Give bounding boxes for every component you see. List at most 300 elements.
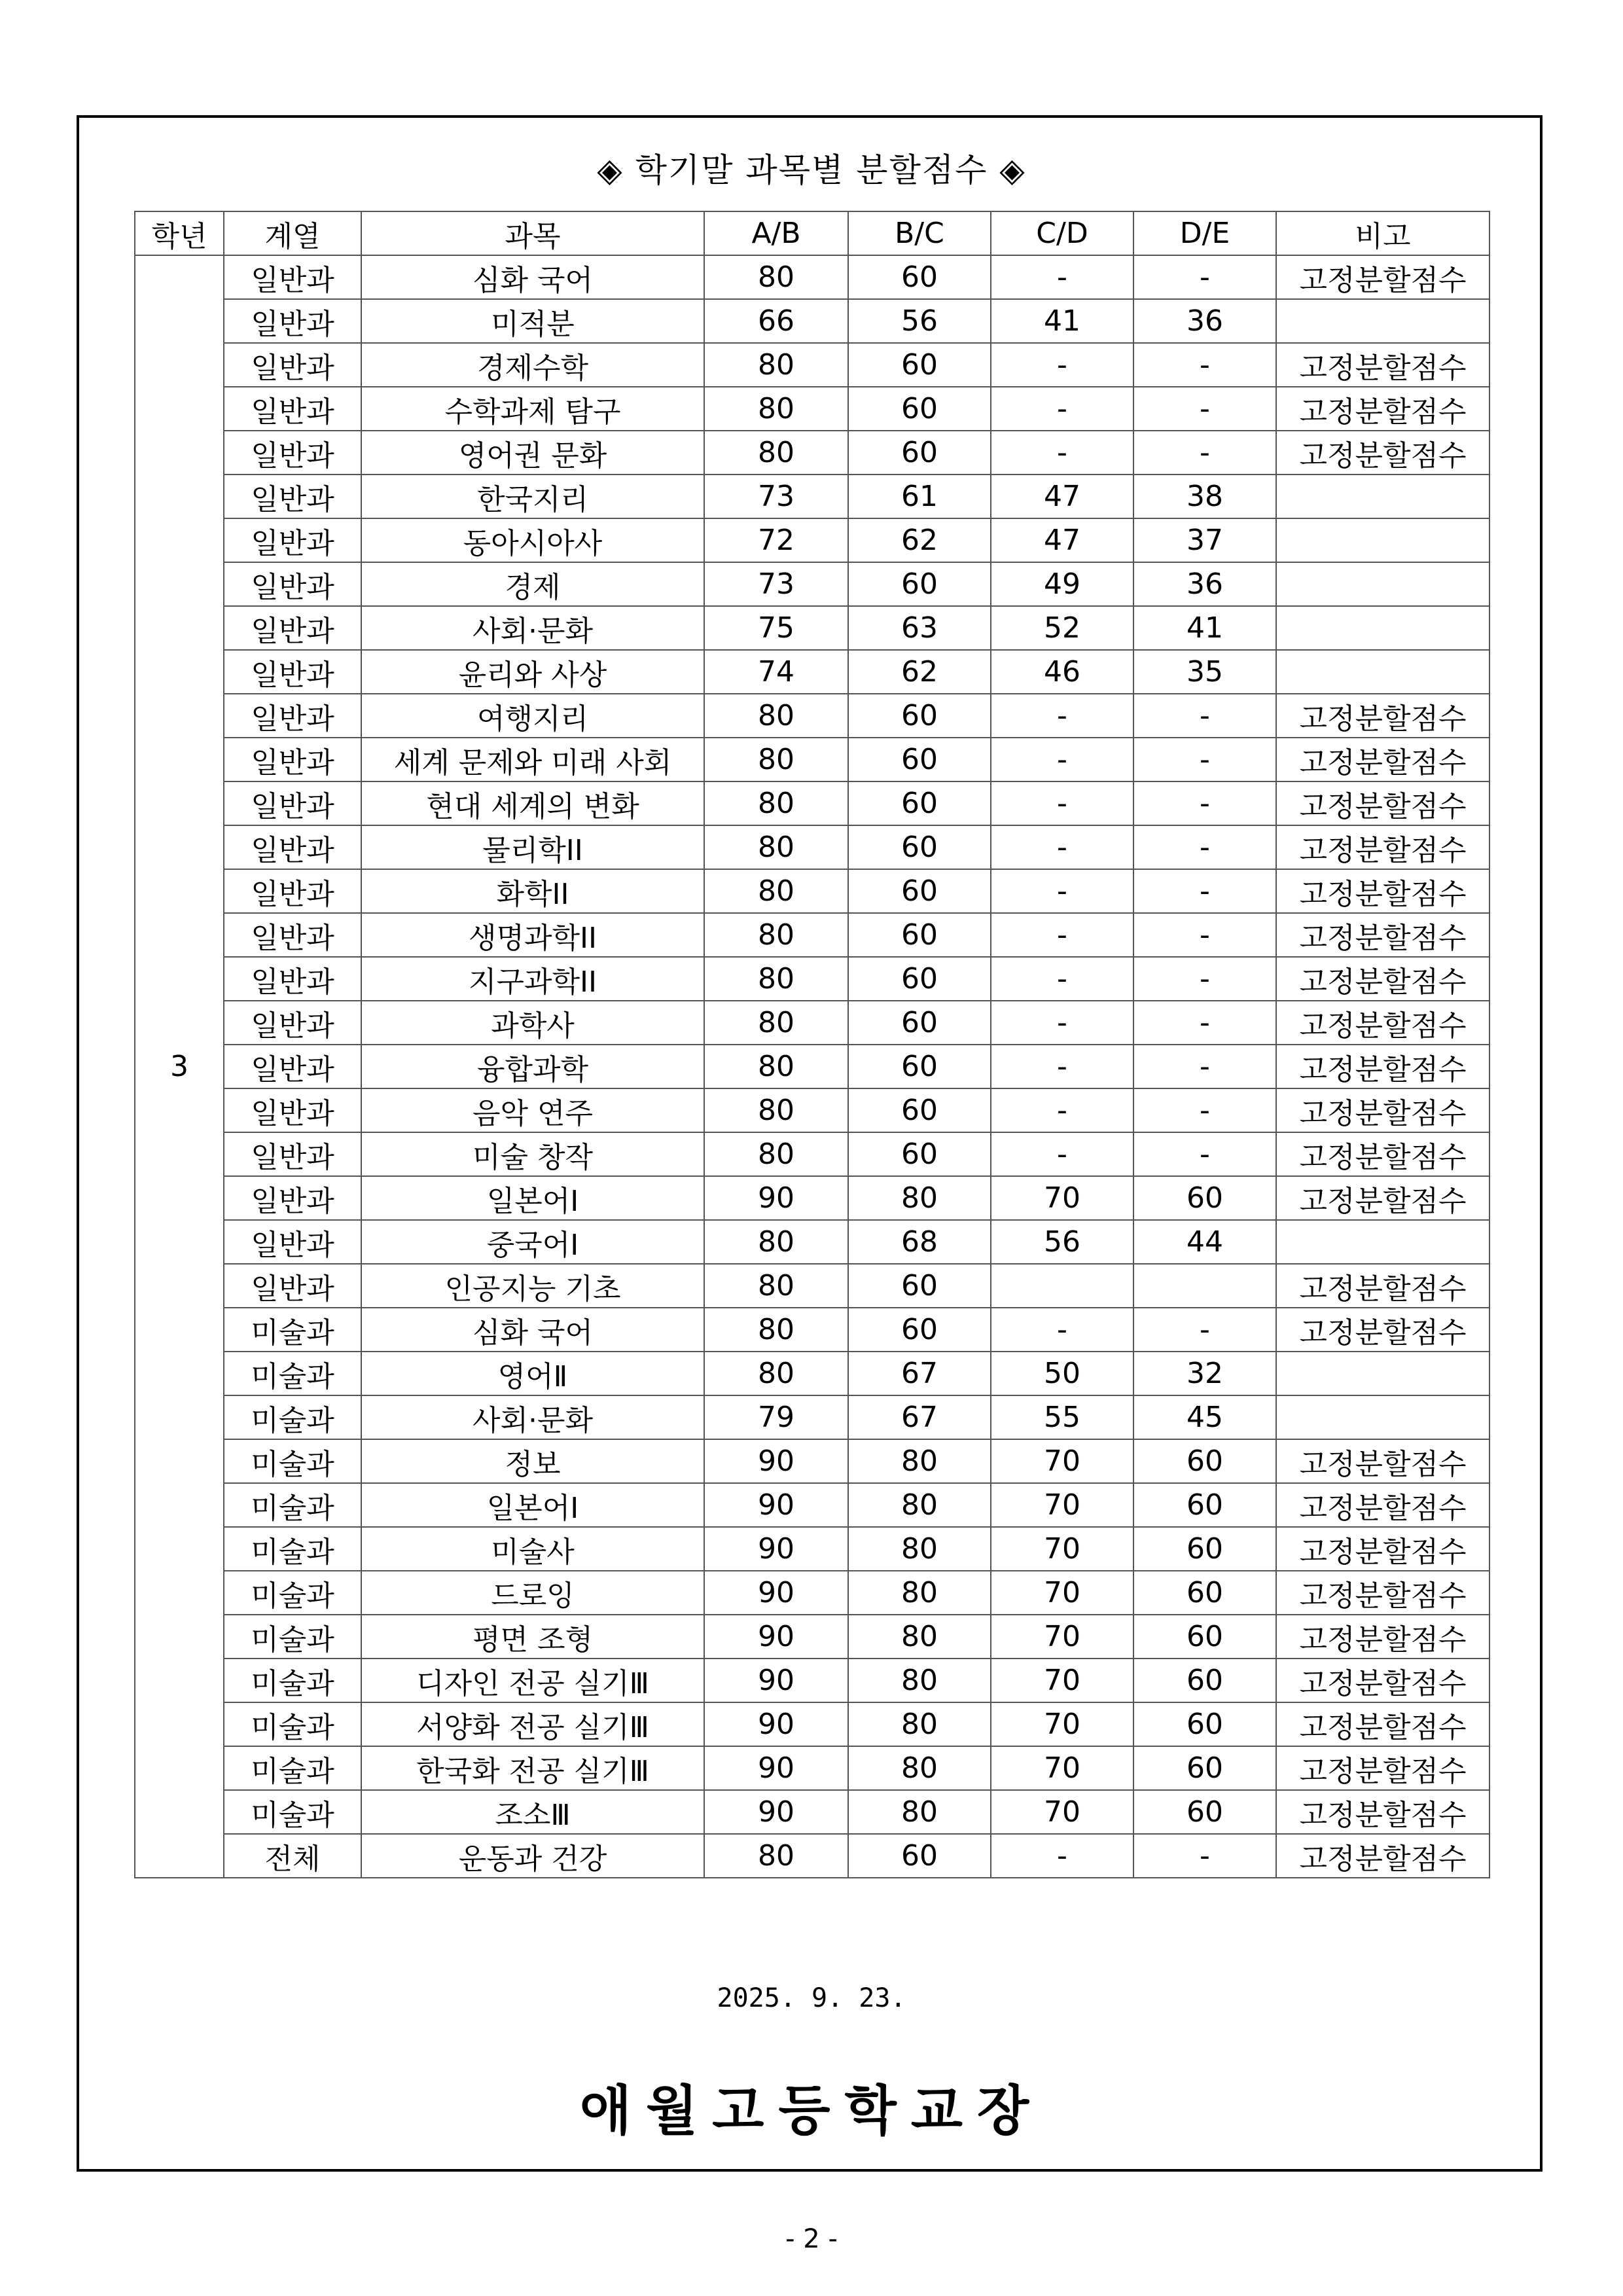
cell-note xyxy=(1276,1352,1489,1395)
cell-bc: 60 xyxy=(848,1001,991,1045)
cell-cd: 70 xyxy=(991,1571,1133,1615)
cell-ab: 90 xyxy=(704,1615,848,1659)
cell-ab: 90 xyxy=(704,1702,848,1746)
cell-track: 일반과 xyxy=(224,957,361,1001)
cell-subject: 수학과제 탐구 xyxy=(361,387,704,431)
cell-cd: 41 xyxy=(991,299,1133,343)
table-row xyxy=(135,1527,1489,1571)
cell-subject: 과학사 xyxy=(361,1001,704,1045)
cell-bc: 62 xyxy=(848,518,991,562)
cell-cd: - xyxy=(991,343,1133,387)
cell-cd: - xyxy=(991,1045,1133,1088)
cell-bc: 60 xyxy=(848,387,991,431)
cell-track: 일반과 xyxy=(224,694,361,738)
cell-cd: 70 xyxy=(991,1483,1133,1527)
table-row xyxy=(135,1088,1489,1132)
cell-bc: 80 xyxy=(848,1746,991,1790)
cell-bc: 60 xyxy=(848,825,991,869)
cell-note xyxy=(1276,562,1489,606)
cell-de: 35 xyxy=(1133,650,1276,694)
cell-subject: 한국지리 xyxy=(361,475,704,518)
cell-track: 미술과 xyxy=(224,1615,361,1659)
cell-bc: 80 xyxy=(848,1527,991,1571)
cell-ab: 73 xyxy=(704,475,848,518)
cell-subject: 미적분 xyxy=(361,299,704,343)
cell-cd: 52 xyxy=(991,606,1133,650)
table-row xyxy=(135,825,1489,869)
table-row xyxy=(135,1132,1489,1176)
cell-cd: - xyxy=(991,781,1133,825)
cell-bc: 60 xyxy=(848,957,991,1001)
cell-track: 일반과 xyxy=(224,343,361,387)
cell-track: 일반과 xyxy=(224,738,361,781)
cell-ab: 80 xyxy=(704,255,848,299)
table-row xyxy=(135,255,1489,299)
cell-bc: 60 xyxy=(848,1088,991,1132)
table-row xyxy=(135,562,1489,606)
cell-bc: 60 xyxy=(848,1308,991,1352)
cell-note: 고정분할점수 xyxy=(1276,1483,1489,1527)
cell-subject: 미술 창작 xyxy=(361,1132,704,1176)
table-row xyxy=(135,738,1489,781)
cell-note: 고정분할점수 xyxy=(1276,1088,1489,1132)
cell-ab: 80 xyxy=(704,1834,848,1878)
cell-subject: 물리학II xyxy=(361,825,704,869)
table-row xyxy=(135,694,1489,738)
cell-bc: 80 xyxy=(848,1615,991,1659)
cell-track: 일반과 xyxy=(224,1045,361,1088)
cell-note: 고정분할점수 xyxy=(1276,781,1489,825)
cell-de: 41 xyxy=(1133,606,1276,650)
cell-track: 일반과 xyxy=(224,913,361,957)
table-row xyxy=(135,1352,1489,1395)
cell-note: 고정분할점수 xyxy=(1276,1615,1489,1659)
cell-ab: 80 xyxy=(704,957,848,1001)
cell-cd xyxy=(991,1264,1133,1308)
cell-ab: 80 xyxy=(704,781,848,825)
cell-de: 60 xyxy=(1133,1527,1276,1571)
cell-de: 60 xyxy=(1133,1702,1276,1746)
cell-track: 일반과 xyxy=(224,1132,361,1176)
cell-note: 고정분할점수 xyxy=(1276,913,1489,957)
cell-track: 일반과 xyxy=(224,387,361,431)
cell-subject: 생명과학II xyxy=(361,913,704,957)
cell-de: 60 xyxy=(1133,1483,1276,1527)
cell-subject: 세계 문제와 미래 사회 xyxy=(361,738,704,781)
cell-de: - xyxy=(1133,1308,1276,1352)
cell-track: 일반과 xyxy=(224,475,361,518)
cell-ab: 90 xyxy=(704,1176,848,1220)
cell-track: 일반과 xyxy=(224,825,361,869)
cell-ab: 80 xyxy=(704,694,848,738)
cell-note: 고정분할점수 xyxy=(1276,1790,1489,1834)
cell-track: 일반과 xyxy=(224,299,361,343)
cell-subject: 정보 xyxy=(361,1439,704,1483)
cell-subject: 융합과학 xyxy=(361,1045,704,1088)
cell-track: 일반과 xyxy=(224,869,361,913)
header-ab: A/B xyxy=(704,211,848,255)
cell-note: 고정분할점수 xyxy=(1276,869,1489,913)
table-row xyxy=(135,431,1489,475)
table-row xyxy=(135,1834,1489,1878)
cell-subject: 일본어Ⅰ xyxy=(361,1176,704,1220)
table-row xyxy=(135,1308,1489,1352)
cell-bc: 60 xyxy=(848,255,991,299)
cell-cd: 55 xyxy=(991,1395,1133,1439)
cell-ab: 80 xyxy=(704,1352,848,1395)
cell-cd: - xyxy=(991,869,1133,913)
cell-de: 45 xyxy=(1133,1395,1276,1439)
page-title: ◈ 학기말 과목별 분할점수 ◈ xyxy=(597,151,1026,189)
cell-de: 60 xyxy=(1133,1790,1276,1834)
cell-de: 32 xyxy=(1133,1352,1276,1395)
cell-ab: 80 xyxy=(704,1001,848,1045)
principal-signature: 애월고등학교장 xyxy=(579,2080,1044,2142)
table-row xyxy=(135,1790,1489,1834)
cell-note: 고정분할점수 xyxy=(1276,1132,1489,1176)
cell-bc: 68 xyxy=(848,1220,991,1264)
cell-track: 일반과 xyxy=(224,1088,361,1132)
cell-track: 일반과 xyxy=(224,518,361,562)
header-grade: 학년 xyxy=(135,211,224,255)
cell-de: - xyxy=(1133,869,1276,913)
cell-track: 미술과 xyxy=(224,1790,361,1834)
cell-cd: 56 xyxy=(991,1220,1133,1264)
cell-de: - xyxy=(1133,694,1276,738)
table-body xyxy=(135,255,1489,1878)
table-row xyxy=(135,518,1489,562)
cell-cd: 49 xyxy=(991,562,1133,606)
cell-track: 미술과 xyxy=(224,1527,361,1571)
cell-ab: 90 xyxy=(704,1527,848,1571)
cell-cd: - xyxy=(991,957,1133,1001)
cell-de xyxy=(1133,1264,1276,1308)
cell-ab: 90 xyxy=(704,1439,848,1483)
cell-cd: - xyxy=(991,1308,1133,1352)
cell-track: 미술과 xyxy=(224,1746,361,1790)
cell-bc: 80 xyxy=(848,1790,991,1834)
cell-cd: 70 xyxy=(991,1659,1133,1702)
cell-bc: 60 xyxy=(848,869,991,913)
table-row xyxy=(135,387,1489,431)
cell-track: 일반과 xyxy=(224,255,361,299)
cell-note xyxy=(1276,299,1489,343)
cell-ab: 90 xyxy=(704,1483,848,1527)
table-row xyxy=(135,957,1489,1001)
cell-subject: 음악 연주 xyxy=(361,1088,704,1132)
cell-ab: 80 xyxy=(704,825,848,869)
cell-ab: 80 xyxy=(704,869,848,913)
cell-de: - xyxy=(1133,1001,1276,1045)
cell-de: 60 xyxy=(1133,1659,1276,1702)
cell-bc: 60 xyxy=(848,1264,991,1308)
cell-ab: 80 xyxy=(704,1264,848,1308)
cell-de: 36 xyxy=(1133,562,1276,606)
cell-track: 일반과 xyxy=(224,1001,361,1045)
cell-subject: 화학II xyxy=(361,869,704,913)
cell-subject: 인공지능 기초 xyxy=(361,1264,704,1308)
page-number: - 2 - xyxy=(785,2224,838,2254)
cell-ab: 73 xyxy=(704,562,848,606)
table-row xyxy=(135,913,1489,957)
cell-subject: 경제수학 xyxy=(361,343,704,387)
cell-track: 미술과 xyxy=(224,1352,361,1395)
cell-de: 44 xyxy=(1133,1220,1276,1264)
cell-cd: - xyxy=(991,1001,1133,1045)
cell-note xyxy=(1276,1220,1489,1264)
cell-ab: 80 xyxy=(704,431,848,475)
cell-subject: 디자인 전공 실기Ⅲ xyxy=(361,1659,704,1702)
cell-ab: 80 xyxy=(704,1220,848,1264)
cell-de: - xyxy=(1133,913,1276,957)
cell-note: 고정분할점수 xyxy=(1276,255,1489,299)
cell-bc: 60 xyxy=(848,781,991,825)
cell-bc: 80 xyxy=(848,1483,991,1527)
table-row xyxy=(135,1395,1489,1439)
cell-subject: 사회·문화 xyxy=(361,1395,704,1439)
table-row xyxy=(135,1746,1489,1790)
cell-note: 고정분할점수 xyxy=(1276,1527,1489,1571)
cell-note xyxy=(1276,1395,1489,1439)
cell-note xyxy=(1276,650,1489,694)
cell-ab: 80 xyxy=(704,1132,848,1176)
cell-bc: 80 xyxy=(848,1659,991,1702)
cell-note: 고정분할점수 xyxy=(1276,694,1489,738)
cell-subject: 일본어Ⅰ xyxy=(361,1483,704,1527)
cell-cd: 70 xyxy=(991,1615,1133,1659)
cell-note: 고정분할점수 xyxy=(1276,825,1489,869)
header-cd: C/D xyxy=(991,211,1133,255)
cell-de: 60 xyxy=(1133,1571,1276,1615)
cell-de: - xyxy=(1133,1045,1276,1088)
cell-bc: 80 xyxy=(848,1571,991,1615)
cell-bc: 80 xyxy=(848,1176,991,1220)
cell-note: 고정분할점수 xyxy=(1276,1571,1489,1615)
cell-cd: - xyxy=(991,825,1133,869)
cell-note xyxy=(1276,518,1489,562)
cell-de: - xyxy=(1133,255,1276,299)
cell-cd: 47 xyxy=(991,518,1133,562)
cell-track: 전체 xyxy=(224,1834,361,1878)
cell-de: - xyxy=(1133,957,1276,1001)
table-row xyxy=(135,475,1489,518)
cell-cd: - xyxy=(991,431,1133,475)
table-row xyxy=(135,781,1489,825)
cell-ab: 74 xyxy=(704,650,848,694)
cell-track: 일반과 xyxy=(224,650,361,694)
cell-ab: 90 xyxy=(704,1790,848,1834)
cell-note: 고정분할점수 xyxy=(1276,431,1489,475)
cell-subject: 윤리와 사상 xyxy=(361,650,704,694)
table-row xyxy=(135,1220,1489,1264)
cell-subject: 사회·문화 xyxy=(361,606,704,650)
cell-subject: 서양화 전공 실기Ⅲ xyxy=(361,1702,704,1746)
cell-note: 고정분할점수 xyxy=(1276,387,1489,431)
cell-ab: 80 xyxy=(704,1088,848,1132)
cell-track: 일반과 xyxy=(224,1220,361,1264)
cell-ab: 90 xyxy=(704,1659,848,1702)
cell-note: 고정분할점수 xyxy=(1276,1308,1489,1352)
cut-score-table xyxy=(134,211,1490,1878)
cell-track: 미술과 xyxy=(224,1395,361,1439)
cell-track: 미술과 xyxy=(224,1659,361,1702)
cell-ab: 79 xyxy=(704,1395,848,1439)
cell-cd: 70 xyxy=(991,1746,1133,1790)
cell-de: - xyxy=(1133,738,1276,781)
cell-track: 일반과 xyxy=(224,1264,361,1308)
table-row xyxy=(135,1615,1489,1659)
cell-bc: 56 xyxy=(848,299,991,343)
cell-note: 고정분할점수 xyxy=(1276,1045,1489,1088)
header-bc: B/C xyxy=(848,211,991,255)
cell-bc: 62 xyxy=(848,650,991,694)
table-row xyxy=(135,1045,1489,1088)
cell-de: 37 xyxy=(1133,518,1276,562)
cell-ab: 80 xyxy=(704,913,848,957)
table-row xyxy=(135,1176,1489,1220)
cell-subject: 조소Ⅲ xyxy=(361,1790,704,1834)
table-row xyxy=(135,1659,1489,1702)
cell-bc: 60 xyxy=(848,431,991,475)
cell-subject: 여행지리 xyxy=(361,694,704,738)
cell-note: 고정분할점수 xyxy=(1276,957,1489,1001)
cell-cd: - xyxy=(991,1834,1133,1878)
cell-bc: 60 xyxy=(848,694,991,738)
cell-bc: 80 xyxy=(848,1702,991,1746)
cell-ab: 80 xyxy=(704,1308,848,1352)
table-row xyxy=(135,343,1489,387)
cell-track: 미술과 xyxy=(224,1571,361,1615)
cell-cd: - xyxy=(991,913,1133,957)
cell-ab: 80 xyxy=(704,1045,848,1088)
cell-subject: 한국화 전공 실기Ⅲ xyxy=(361,1746,704,1790)
cell-subject: 지구과학II xyxy=(361,957,704,1001)
cell-subject: 미술사 xyxy=(361,1527,704,1571)
cell-cd: 70 xyxy=(991,1439,1133,1483)
cell-bc: 60 xyxy=(848,1045,991,1088)
cell-note: 고정분할점수 xyxy=(1276,1439,1489,1483)
cell-de: 60 xyxy=(1133,1439,1276,1483)
cell-track: 일반과 xyxy=(224,606,361,650)
table-header-row xyxy=(135,211,1489,255)
cell-ab: 90 xyxy=(704,1746,848,1790)
table-row xyxy=(135,299,1489,343)
cell-track: 일반과 xyxy=(224,1176,361,1220)
cell-de: 38 xyxy=(1133,475,1276,518)
cell-cd: - xyxy=(991,1088,1133,1132)
cell-note: 고정분할점수 xyxy=(1276,1001,1489,1045)
cell-ab: 80 xyxy=(704,387,848,431)
cell-ab: 66 xyxy=(704,299,848,343)
cell-subject: 드로잉 xyxy=(361,1571,704,1615)
cell-track: 미술과 xyxy=(224,1483,361,1527)
cell-de: - xyxy=(1133,825,1276,869)
cell-cd: - xyxy=(991,1132,1133,1176)
cell-bc: 60 xyxy=(848,343,991,387)
cell-de: 60 xyxy=(1133,1176,1276,1220)
cell-note xyxy=(1276,606,1489,650)
header-de: D/E xyxy=(1133,211,1276,255)
cell-subject: 영어권 문화 xyxy=(361,431,704,475)
cell-bc: 67 xyxy=(848,1352,991,1395)
cell-ab: 90 xyxy=(704,1571,848,1615)
cell-track: 일반과 xyxy=(224,781,361,825)
cell-cd: - xyxy=(991,255,1133,299)
cell-subject: 평면 조형 xyxy=(361,1615,704,1659)
issue-date: 2025. 9. 23. xyxy=(717,1983,906,2013)
cell-cd: 47 xyxy=(991,475,1133,518)
cell-note: 고정분할점수 xyxy=(1276,1702,1489,1746)
table-row xyxy=(135,606,1489,650)
header-track: 계열 xyxy=(224,211,361,255)
cell-cd: - xyxy=(991,738,1133,781)
cell-bc: 67 xyxy=(848,1395,991,1439)
cell-subject: 심화 국어 xyxy=(361,1308,704,1352)
cell-subject: 영어Ⅱ xyxy=(361,1352,704,1395)
cell-de: 60 xyxy=(1133,1615,1276,1659)
cell-cd: - xyxy=(991,694,1133,738)
table-row xyxy=(135,1571,1489,1615)
cell-cd: 70 xyxy=(991,1527,1133,1571)
table-row xyxy=(135,650,1489,694)
cell-de: 36 xyxy=(1133,299,1276,343)
cell-note: 고정분할점수 xyxy=(1276,1834,1489,1878)
cell-cd: 70 xyxy=(991,1702,1133,1746)
cell-de: - xyxy=(1133,1132,1276,1176)
cell-note: 고정분할점수 xyxy=(1276,1264,1489,1308)
cell-note: 고정분할점수 xyxy=(1276,738,1489,781)
cell-track: 일반과 xyxy=(224,431,361,475)
cell-bc: 80 xyxy=(848,1439,991,1483)
cell-ab: 75 xyxy=(704,606,848,650)
cell-note: 고정분할점수 xyxy=(1276,1176,1489,1220)
cell-de: - xyxy=(1133,431,1276,475)
cell-bc: 61 xyxy=(848,475,991,518)
cell-note xyxy=(1276,475,1489,518)
table-row xyxy=(135,1702,1489,1746)
cell-de: - xyxy=(1133,343,1276,387)
table-row xyxy=(135,1264,1489,1308)
cell-track: 미술과 xyxy=(224,1702,361,1746)
cell-cd: 70 xyxy=(991,1790,1133,1834)
cell-bc: 60 xyxy=(848,738,991,781)
table-row xyxy=(135,1001,1489,1045)
cell-ab: 80 xyxy=(704,343,848,387)
cell-note: 고정분할점수 xyxy=(1276,343,1489,387)
cell-de: - xyxy=(1133,1088,1276,1132)
cell-track: 미술과 xyxy=(224,1308,361,1352)
cell-subject: 운동과 건강 xyxy=(361,1834,704,1878)
cell-subject: 동아시아사 xyxy=(361,518,704,562)
cell-track: 일반과 xyxy=(224,562,361,606)
cell-de: 60 xyxy=(1133,1746,1276,1790)
cell-subject: 현대 세계의 변화 xyxy=(361,781,704,825)
cell-subject: 심화 국어 xyxy=(361,255,704,299)
cell-de: - xyxy=(1133,1834,1276,1878)
cell-ab: 80 xyxy=(704,738,848,781)
cell-bc: 63 xyxy=(848,606,991,650)
table-row xyxy=(135,1483,1489,1527)
cell-grade: 3 xyxy=(135,255,224,1878)
cell-de: - xyxy=(1133,781,1276,825)
cell-note: 고정분할점수 xyxy=(1276,1659,1489,1702)
header-subject: 과목 xyxy=(361,211,704,255)
cell-subject: 중국어Ⅰ xyxy=(361,1220,704,1264)
cell-cd: 46 xyxy=(991,650,1133,694)
cell-bc: 60 xyxy=(848,562,991,606)
header-note: 비고 xyxy=(1276,211,1489,255)
table-row xyxy=(135,1439,1489,1483)
